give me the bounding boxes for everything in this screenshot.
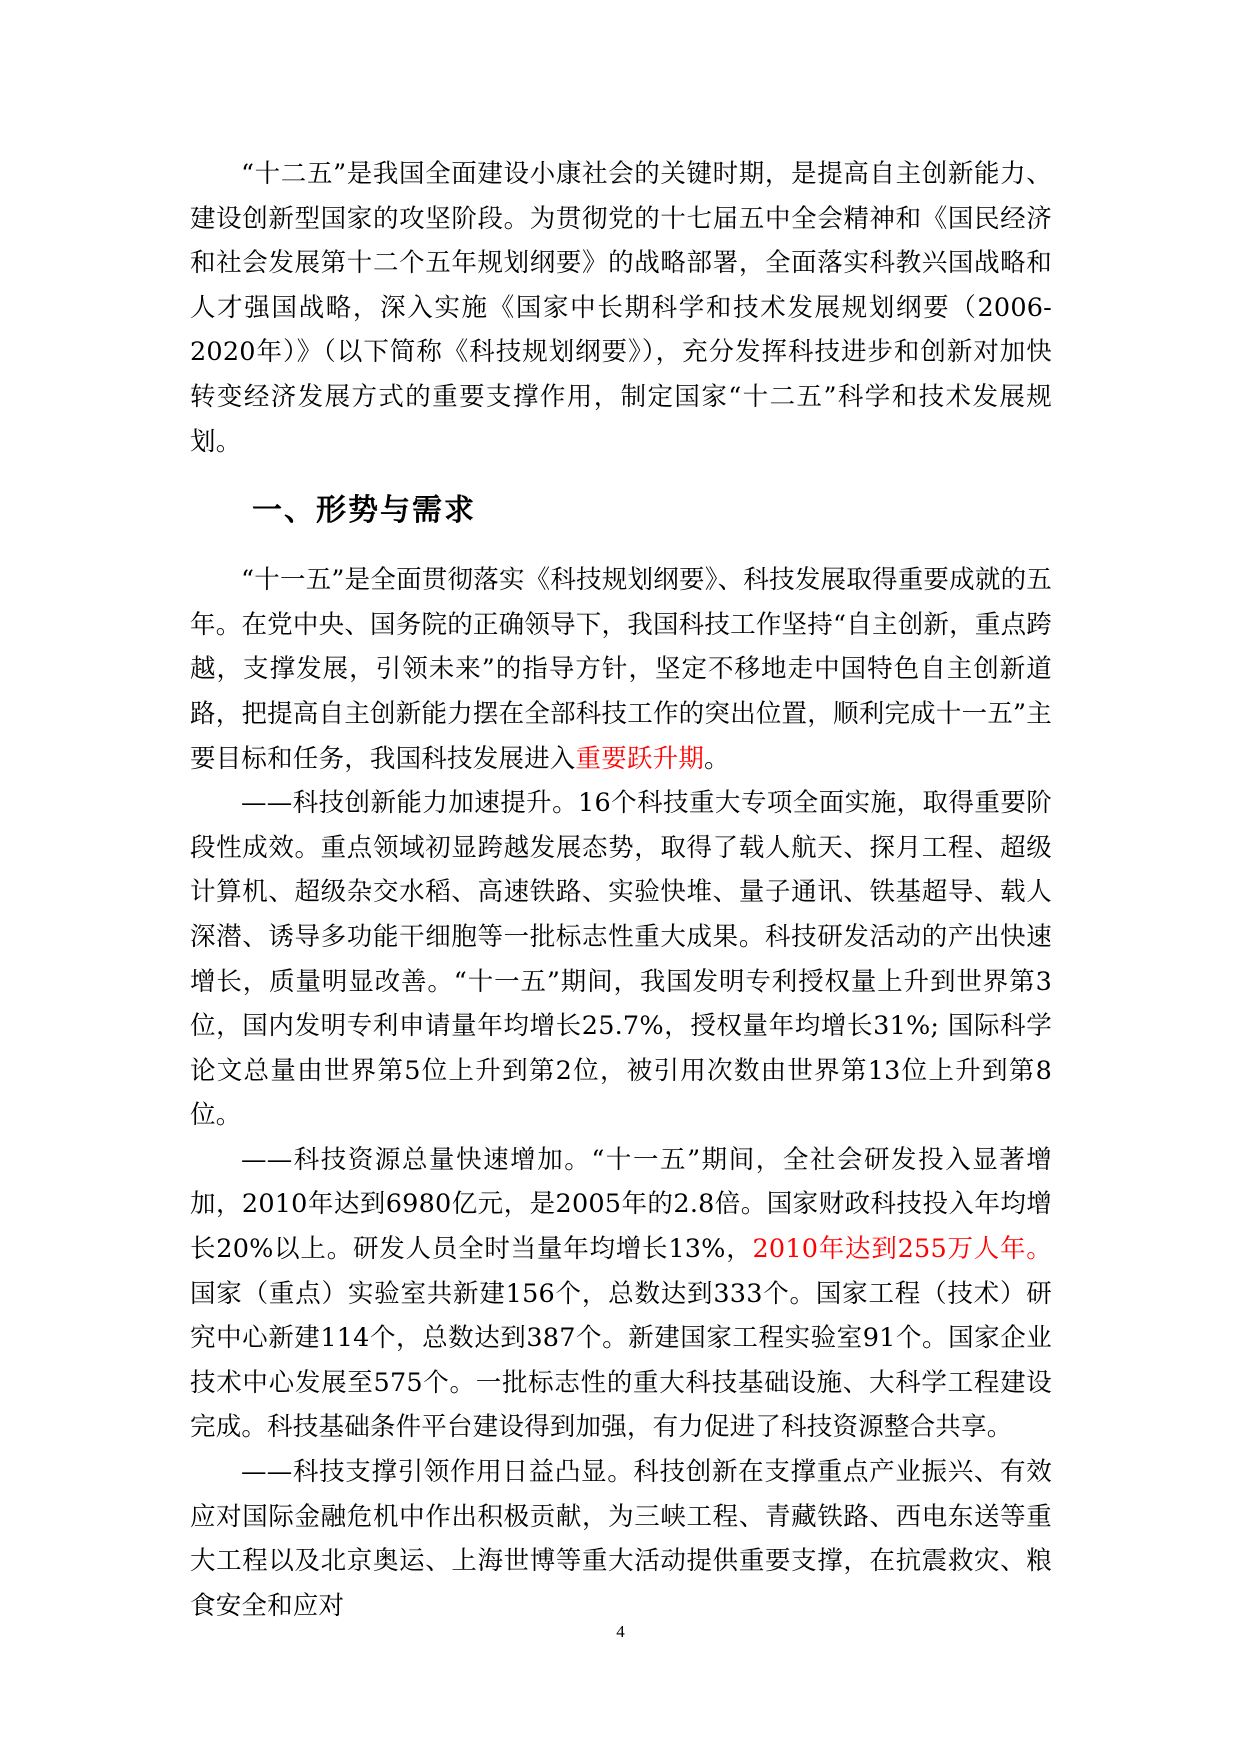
paragraph-text: 国家（重点）实验室共新建156个，总数达到333个。国家工程（技术）研究中心新建114个，总数达到387个。新建国家工程实验室91个。国家企业技术中心发展至575个。一批标志性的重大科技基础设施、大科学工程建设完成。科技基础条件平台建设得到加强，有力促进了科技资源整合共享。 xyxy=(190,1278,1052,1443)
section1-paragraph-overview xyxy=(190,558,1052,781)
paragraph-text: ——科技支撑引领作用日益凸显。科技创新在支撑重点产业振兴、有效应对国际金融危机中作出积极贡献，为三峡工程、青藏铁路、西电东送等重大工程以及北京奥运、上海世博等重大活动提供重要支撑，在抗震救灾、粮食安全和应对 xyxy=(190,1457,1052,1621)
section1-paragraph-innovation-capacity xyxy=(190,781,1052,1138)
paragraph-text: 。 xyxy=(704,743,730,774)
intro-paragraph-text: “十二五”是我国全面建设小康社会的关键时期，是提高自主创新能力、建设创新型国家的攻坚阶段。为贯彻党的十七届五中全会精神和《国民经济和社会发展第十二个五年规划纲要》的战略部署，全面落实科教兴国战略和人才强国战略，深入实施《国家中长期科学和技术发展规划纲要（2006-2020年）》（以下简称《科技规划纲要》），充分发挥科技进步和创新对加快转变经济发展方式的重要支撑作用，制定国家“十二五”科学和技术发展规划。 xyxy=(190,159,1052,457)
highlighted-text: 重要跃升期 xyxy=(575,743,705,774)
section-heading-situation-and-demand: 一、形势与需求 xyxy=(252,493,476,529)
document-page-body xyxy=(190,152,1052,1628)
paragraph-text: ——科技创新能力加速提升。16个科技重大专项全面实施，取得重要阶段性成效。重点领域初显跨越发展态势，取得了载人航天、探月工程、超级计算机、超级杂交水稻、高速铁路、实验快堆、量子通讯、铁基超导、载人深潜、诱导多功能干细胞等一批标志性重大成果。科技研发活动的产出快速增长，质量明显改善。“十一五”期间，我国发明专利授权量上升到世界第3位，国内发明专利申请量年均增长25.7%，授权量年均增长31%; 国际科学论文总量由世界第5位上升到第2位，被引用次数由世界第13位上升到第8位。 xyxy=(190,788,1052,1131)
highlighted-text: 2010年达到255万人年。 xyxy=(752,1234,1052,1265)
paragraph-text: “十一五”是全面贯彻落实《科技规划纲要》、科技发展取得重要成就的五年。在党中央、国务院的正确领导下，我国科技工作坚持“自主创新，重点跨越，支撑发展，引领未来”的指导方针，坚定不移地走中国特色自主创新道路，把提高自主创新能力摆在全部科技工作的突出位置，顺利完成十一五”主要目标和任务，我国科技发展进入 xyxy=(190,565,1052,774)
section1-paragraph-resources xyxy=(190,1138,1052,1450)
paragraph-text: ——科技资源总量快速增加。“十一五”期间，全社会研发投入显著增加，2010年达到6980亿元，是2005年的2.8倍。国家财政科技投入年均增长20%以上。研发人员全时当量年均增长13%， xyxy=(190,1144,1052,1265)
intro-paragraph xyxy=(190,152,1052,464)
page-number: 4 xyxy=(616,1622,625,1641)
section1-paragraph-support-role xyxy=(190,1450,1052,1628)
